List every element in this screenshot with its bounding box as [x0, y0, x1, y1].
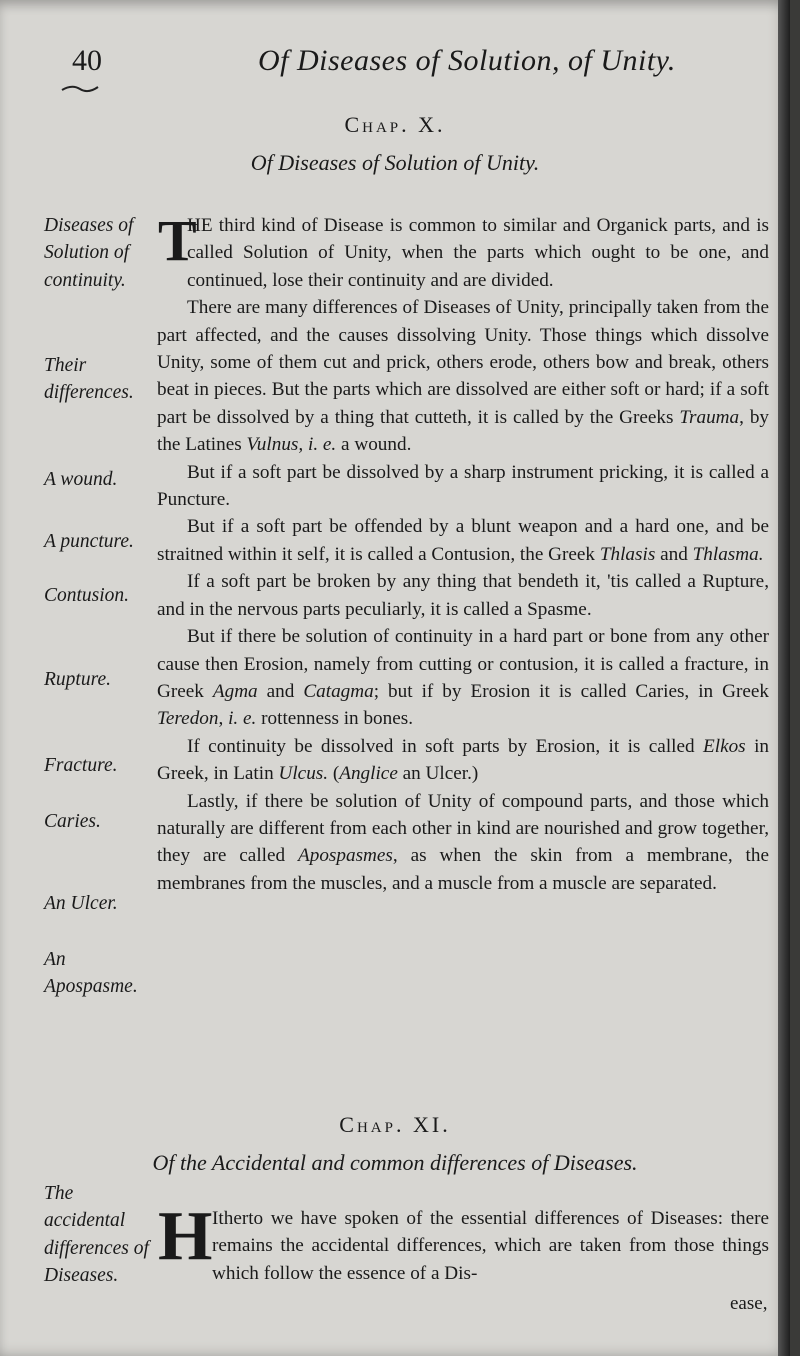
dropcap-h: H — [158, 1198, 213, 1275]
paragraph-5: If a soft part be broken by any thing that bendeth it, 'tis called a Rupture, and in the nervous parts peculiarly, it is called a Spasme. — [157, 571, 769, 620]
paragraph-8: Lastly, if there be solution of Unity of compound parts, and those which naturally are different from each other in kind are nourished and grow together, they are called Apospasmes, as when the skin from a membrane, the membranes from the muscles, and a muscle from a muscle are separated. — [157, 790, 770, 894]
paragraph-ch11: Itherto we have spoken of the essential differences of Diseases: there remains the accidental differences, which are taken from those things which follow the essence of a Dis- — [212, 1208, 769, 1284]
margin-note-differences: Their differences. — [44, 355, 134, 404]
chapter-xi-body — [212, 1205, 769, 1287]
chapter-x-body — [157, 208, 770, 897]
dropcap-t: T — [158, 208, 197, 273]
margin-note-wound: A wound. — [44, 469, 118, 490]
paragraph-2: There are many differences of Diseases of Unity, principally taken from the part affected, and the causes dissolving Unity. Those things which dissolve Unity, some of them cut and prick, others erode, others bow and break, others beat in pieces. But the parts which are dissolved are either soft or hard; if a soft part be dissolved by a thing that cutteth, it is called by the Greeks Trauma, by the Latines Vulnus, i. e. a wound. — [157, 297, 770, 456]
chapter-xi-subtitle: Of the Accidental and common differences of Diseases. — [152, 1150, 638, 1175]
paragraph-4: But if a soft part be offended by a blunt weapon and a hard one, and be straitned within it self, it is called a Contusion, the Greek Thlasis and Thlasma. — [157, 516, 769, 565]
margin-note-caries: Caries. — [44, 811, 101, 832]
margin-note-ulcer: An Ulcer. — [44, 893, 118, 914]
margin-note-puncture: A puncture. — [44, 531, 134, 552]
paragraph-7: If continuity be dissolved in soft parts by Erosion, it is called Elkos in Greek, in Latin Ulcus. (Anglice an Ulcer.) — [157, 735, 769, 785]
margin-note-contusion: Contusion. — [44, 585, 130, 606]
chapter-x-title: Chap. X. — [344, 112, 446, 137]
chapter-xi-title: Chap. XI. — [339, 1112, 451, 1137]
paragraph-1: HE third kind of Disease is common to similar and Organick parts, and is called Solution of Unity, when the parts which ought to be one, and continued, lose their continuity and are divided. — [187, 215, 769, 291]
margin-note-accidental: The accidental differences of Diseases. — [44, 1183, 149, 1287]
chapter-x-subtitle: Of Diseases of Solution of Unity. — [250, 150, 540, 175]
paragraph-3: But if a soft part be dissolved by a sharp instrument pricking, it is called a Puncture. — [157, 461, 769, 511]
page-header — [0, 44, 790, 94]
catchword: ease, — [730, 1293, 768, 1314]
paragraph-6: But if there be solution of continuity in a hard part or bone from any other cause then Erosion, namely from cutting or contusion, it is called a fracture, in Greek Agma and Catagma; but if by Erosion it is called Caries, in Greek Teredon, i. e. rottenness in bones. — [157, 626, 770, 730]
page-number: 40 — [72, 44, 102, 77]
margin-note-rupture: Rupture. — [44, 669, 111, 690]
margin-note-solution: Diseases of Solution of continuity. — [44, 215, 134, 291]
margin-note-apospasme: An Apospasme. — [44, 949, 138, 998]
flourish-ornament-icon — [60, 82, 100, 94]
running-head: Of Diseases of Solution, of Unity. — [258, 44, 676, 77]
margin-note-fracture: Fracture. — [44, 755, 118, 776]
